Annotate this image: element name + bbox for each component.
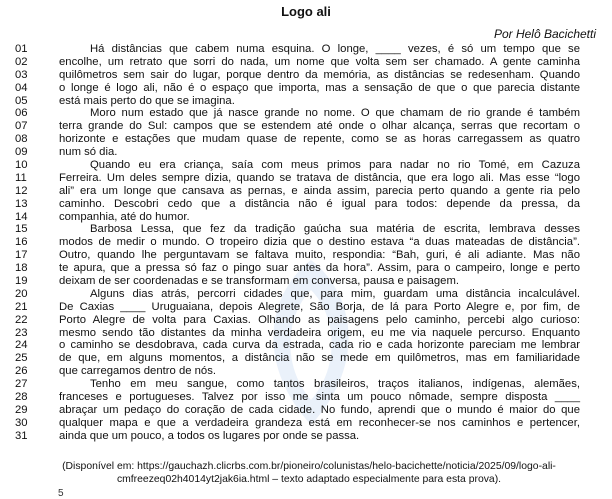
text-line	[0, 198, 612, 211]
line-number: 23	[15, 326, 28, 339]
line-text: o longe é logo ali, não é o espaço que importa, mas a sensação de que o que parecia distante	[59, 81, 580, 94]
text-line	[0, 185, 612, 198]
footer-mark: 5	[58, 488, 64, 499]
line-number: 29	[15, 403, 28, 416]
text-line	[0, 288, 612, 301]
line-number: 21	[15, 300, 28, 313]
line-number: 03	[15, 68, 28, 81]
line-text: abraçar um pedaço do coração de cada cidade. No fundo, aprendi que o mundo é maior do que	[59, 403, 580, 416]
text-line	[0, 69, 612, 82]
line-number: 04	[15, 81, 28, 94]
text-line	[0, 95, 612, 108]
text-line	[0, 352, 612, 365]
line-text: Quando eu era criança, saía com meus primos para nadar no rio Tomé, em Cazuza	[90, 159, 580, 172]
line-text: de que, em alguns momentos, a distância não se mede em quilômetros, mas em familiaridade	[59, 352, 580, 365]
line-text: Porto Alegre de volta para Caxias. Olhando as paisagens pelo caminho, percebi algo curioso:	[59, 313, 580, 326]
line-text: De Caxias ____ Uruguaiana, depois Alegrete, São Borja, de lá para Porto Alegre e, por fim, de	[59, 300, 580, 313]
line-number: 31	[15, 429, 28, 442]
line-text: num só dia.	[59, 146, 118, 159]
text-line	[0, 417, 612, 430]
line-number: 01	[15, 43, 28, 55]
text-line	[0, 172, 612, 185]
source-citation	[20, 461, 598, 486]
text-body	[0, 43, 612, 443]
line-number: 26	[15, 365, 28, 378]
line-number: 02	[15, 55, 28, 68]
line-text: Moro num estado que já nasce grande no nome. O que chamam de rio grande é também	[90, 107, 580, 120]
text-line	[0, 327, 612, 340]
line-number: 05	[15, 94, 28, 107]
text-line	[0, 107, 612, 120]
text-line	[0, 301, 612, 314]
text-line	[0, 159, 612, 172]
line-number: 16	[15, 236, 28, 249]
line-text: terra grande do Sul: campos que se estendem até onde o olhar alcança, serras que recortam o	[59, 120, 580, 133]
text-line	[0, 236, 612, 249]
line-number: 06	[15, 107, 28, 120]
line-text: te apura, que a pressa só faz o pingo suar antes da hora”. Assim, para o campeiro, longe e perto	[59, 262, 580, 275]
line-text: Alguns dias atrás, percorri cidades que, para mim, guardam uma distância incalculável.	[90, 287, 580, 300]
text-line	[0, 262, 612, 275]
line-number: 08	[15, 133, 28, 146]
text-line	[0, 82, 612, 95]
line-text: está mais perto do que se imagina.	[59, 94, 235, 107]
line-text: o caminho se desdobrava, cada curva da estrada, cada rio e cada horizonte pareciam me lembrar	[59, 339, 580, 352]
line-text: mesmo sendo tão distantes da minha verdadeira origem, eu me via naquele percurso. Enquanto	[59, 326, 580, 339]
author-byline: Por Helô Bacichetti	[493, 27, 596, 41]
line-text: Outro, quando lhe perguntavam se faltava muito, respondia: “Bah, guri, é ali adiante. Mas não	[59, 249, 580, 262]
line-text: modos de medir o mundo. O tropeiro dizia que o destino estava “a duas mateadas de distância”.	[59, 236, 580, 249]
line-number: 25	[15, 352, 28, 365]
line-text: deixam de ser coordenadas e se transformam em conversa, pausa e paisagem.	[59, 275, 459, 288]
line-number: 28	[15, 391, 28, 404]
line-number: 07	[15, 120, 28, 133]
line-number: 30	[15, 416, 28, 429]
text-line	[0, 43, 612, 56]
line-number: 10	[15, 159, 28, 172]
line-number: 22	[15, 313, 28, 326]
line-text: quilômetros sem sair do lugar, porque dentro da memória, as distâncias se redesenham. Quando	[59, 68, 580, 81]
text-line	[0, 339, 612, 352]
text-line	[0, 56, 612, 69]
line-number: 15	[15, 223, 28, 236]
line-number: 14	[15, 210, 28, 223]
line-text: Barbosa Lessa, que fez da tradição gaúcha sua matéria de escrita, lembrava desses	[90, 223, 580, 236]
text-line	[0, 314, 612, 327]
line-number: 19	[15, 275, 28, 288]
line-number: 24	[15, 339, 28, 352]
text-line	[0, 249, 612, 262]
line-text: encolhe, um retrato que sorri do nada, um nome que volta sem ser chamado. A gente caminha	[59, 55, 580, 68]
text-line	[0, 120, 612, 133]
line-number: 09	[15, 146, 28, 159]
line-number: 18	[15, 262, 28, 275]
text-line	[0, 430, 612, 443]
text-line	[0, 146, 612, 159]
line-text: ali” era um longe que cansava as pernas, e ainda assim, parecia perto quando a gente ria pelo	[59, 184, 580, 197]
line-text: que carregamos dentro de nós.	[59, 365, 216, 378]
document-title: Logo ali	[281, 4, 331, 19]
text-line	[0, 378, 612, 391]
line-number: 13	[15, 197, 28, 210]
text-line	[0, 133, 612, 146]
source-line-1: (Disponível em: https://gauchazh.clicrbs.com.br/pioneiro/colunistas/helo-bacichette/noticia/2025/09/logo-ali-	[62, 461, 556, 472]
line-text: companhia, até do humor.	[59, 210, 190, 223]
text-line	[0, 223, 612, 236]
line-text: Tenho em meu sangue, como tantos brasileiros, traços italianos, indígenas, alemães,	[90, 378, 580, 391]
line-number: 11	[15, 171, 27, 184]
text-line	[0, 391, 612, 404]
text-line	[0, 404, 612, 417]
line-number: 12	[15, 184, 28, 197]
text-line	[0, 365, 612, 378]
source-line-2: cmfreezeq02h4014yt2jak6ia.html – texto adaptado especialmente para esta prova).	[116, 473, 502, 485]
text-line	[0, 275, 612, 288]
line-text: qualquer mapa e que a verdadeira grandeza está em reconhecer-se nos caminhos e pertencer,	[59, 416, 580, 429]
line-text: Há distâncias que cabem numa esquina. O longe, ____ vezes, é só um tempo que se	[90, 43, 580, 55]
line-text: Ferreira. Um deles sempre dizia, quando se tratava de distância, que era logo ali. Mas esse “logo	[59, 171, 580, 184]
line-text: caminho. Descobri cedo que a distância não é igual para todos: depende da pressa, da	[59, 197, 580, 210]
line-number: 17	[15, 249, 28, 262]
line-text: horizonte e estações que mudam quase de repente, como se as horas carregassem as quatro	[59, 133, 580, 146]
line-number: 27	[15, 378, 28, 391]
line-text: ainda que um pouco, a todos os lugares por onde se passa.	[59, 429, 360, 442]
text-line	[0, 211, 612, 224]
line-number: 20	[15, 287, 28, 300]
line-text: franceses e portugueses. Talvez por isso me sinta um pouco nômade, sempre disposta ____	[59, 391, 580, 404]
